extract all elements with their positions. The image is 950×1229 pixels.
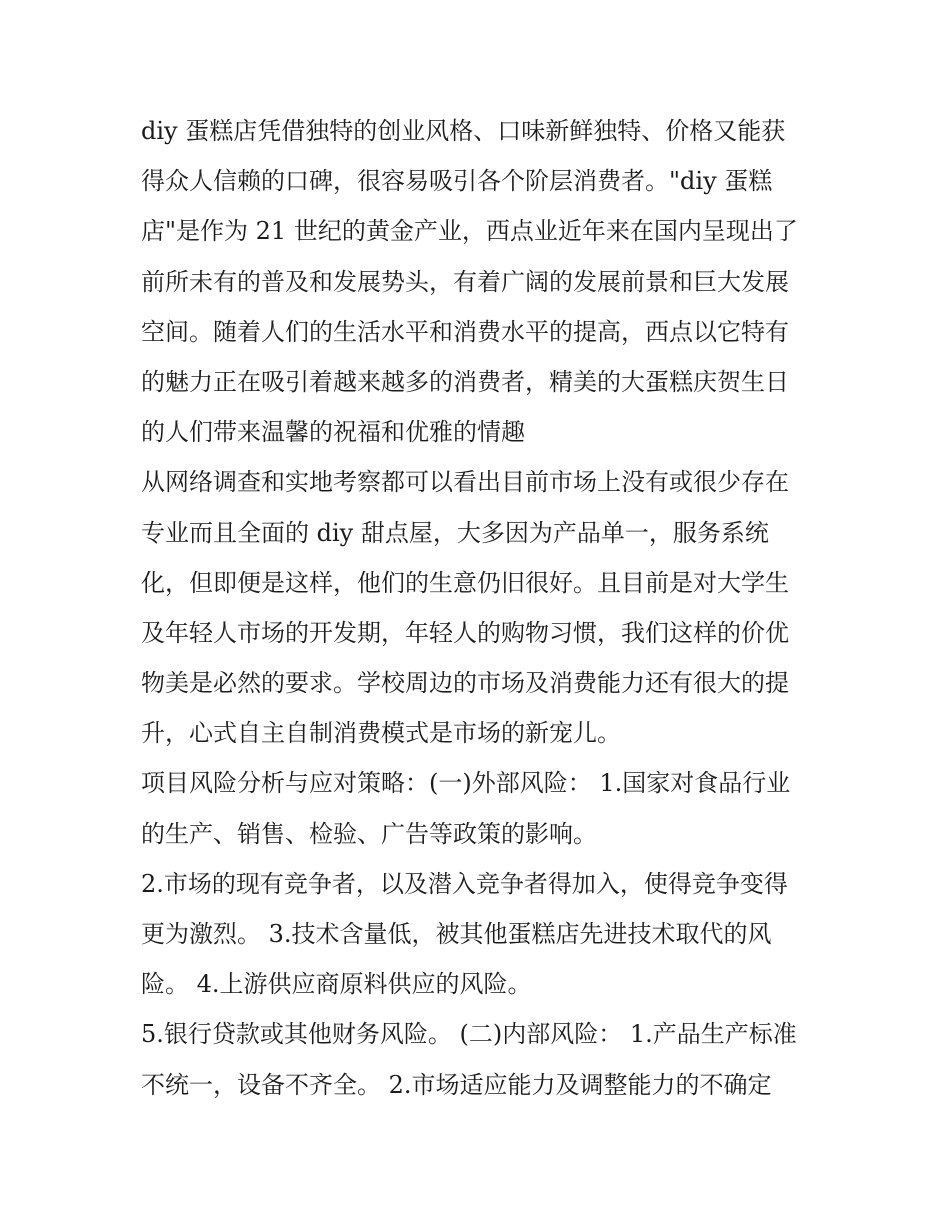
text-line: 店"是作为 21 世纪的黄金产业，西点业近年来在国内呈现出了	[141, 217, 798, 246]
text-line: 的人们带来温馨的祝福和优雅的情趣	[141, 418, 525, 447]
text-line: 从网络调查和实地考察都可以看出目前市场上没有或很少存在	[141, 468, 789, 497]
body-text	[141, 106, 821, 1110]
text-line: 2.市场的现有竞争者，以及潜入竞争者得加入，使得竞争变得	[141, 869, 788, 898]
text-line: 及年轻人市场的开发期，年轻人的购物习惯，我们这样的价优	[141, 618, 789, 647]
text-line: 的生产、销售、检验、广告等政策的影响。	[141, 819, 597, 848]
text-line: 得众人信赖的口碑，很容易吸引各个阶层消费者。"diy 蛋糕	[141, 167, 773, 196]
text-line: 空间。随着人们的生活水平和消费水平的提高，西点以它特有	[141, 317, 789, 346]
text-line: 化，但即便是这样，他们的生意仍旧很好。且目前是对大学生	[141, 568, 789, 597]
text-line: 不统一，设备不齐全。 2.市场适应能力及调整能力的不确定	[141, 1070, 772, 1099]
text-line: 5.银行贷款或其他财务风险。 (二)内部风险： 1.产品生产标准	[141, 1020, 797, 1049]
text-line: diy 蛋糕店凭借独特的创业风格、口味新鲜独特、价格又能获	[141, 117, 786, 145]
text-line: 前所未有的普及和发展势头，有着广阔的发展前景和巨大发展	[141, 267, 789, 296]
text-line: 物美是必然的要求。学校周边的市场及消费能力还有很大的提	[141, 669, 789, 698]
text-line: 险。 4.上游供应商原料供应的风险。	[141, 970, 532, 999]
text-line: 升，心式自主自制消费模式是市场的新宠儿。	[141, 719, 621, 748]
text-line: 项目风险分析与应对策略：(一)外部风险： 1.国家对食品行业	[141, 769, 791, 798]
text-line: 更为激烈。 3.技术含量低，被其他蛋糕店先进技术取代的风	[141, 920, 772, 948]
text-line: 专业而且全面的 diy 甜点屋，大多因为产品单一，服务系统	[141, 518, 769, 547]
text-line: 的魅力正在吸引着越来越多的消费者，精美的大蛋糕庆贺生日	[141, 367, 789, 396]
